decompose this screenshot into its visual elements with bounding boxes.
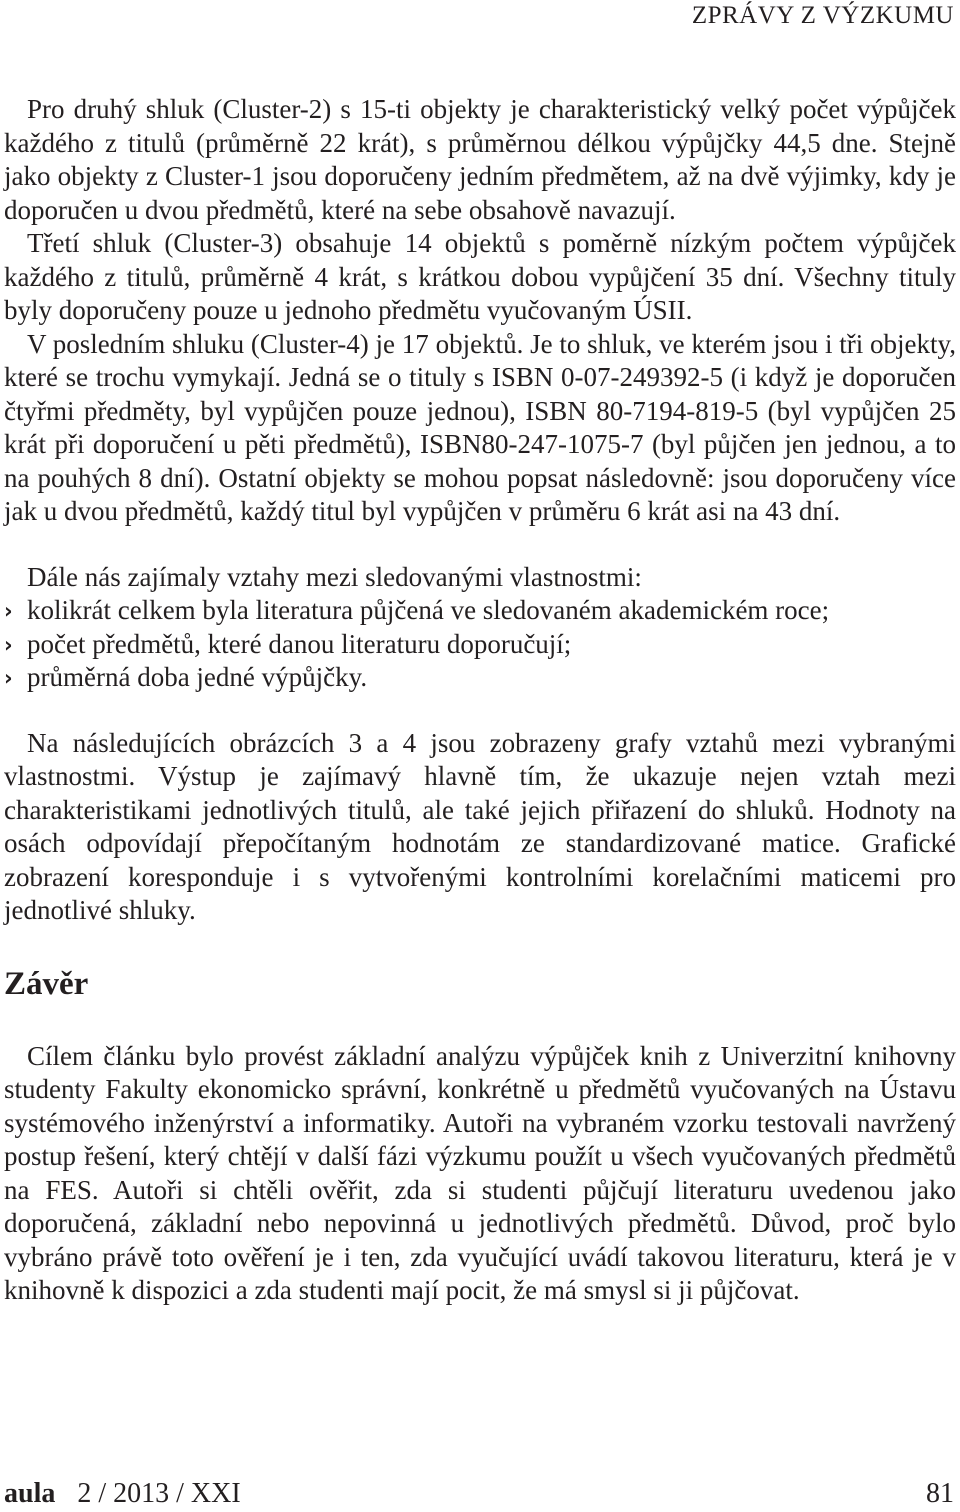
list-item-text: kolikrát celkem byla literatura půjčená ve sledovaném akademickém roce; <box>27 595 830 625</box>
paragraph-cluster-4: V posledním shluku (Cluster-4) je 17 objektů. Je to shluk, ve kterém jsou i tři objekty, které se trochu vymykají. Jedná se o tituly s ISBN 0-07-249392-5 (i když je doporučen čtyřmi předměty, byl vypůjčen pouze jednou), ISBN 80-7194-819-5 (byl vypůjčen 25 krát při doporučení u pěti předmětů), ISBN80-247-1075-7 (byl půjčen jen jednou, a to na pouhých 8 dní). Ostatní objekty se mohou popsat následovně: jsou doporučeny více jak u dvou předmětů, každý titul byl vypůjčen v průměru 6 krát asi na 43 dní. <box>4 328 956 526</box>
list-item-text: počet předmětů, které danou literaturu doporučují; <box>27 628 572 659</box>
chevron-right-icon: › <box>4 632 13 657</box>
list-item-text: průměrná doba jedné výpůjčky. <box>27 662 368 692</box>
paragraph-cluster-2: Pro druhý shluk (Cluster-2) s 15-ti objekty je charakteristický velký počet výpůjček každého z titulů (průměrně 22 krát), s průměrnou délkou výpůjčky 44,5 dne. Stejně jako objekty z Cluster-1 jsou doporučeny jedním předmětem, až na dvě výjimky, kdy je doporučen u dvou předmětů, které na sebe obsahově navazují. <box>4 94 956 225</box>
paragraph-figures: Na následujících obrázcích 3 a 4 jsou zobrazeny grafy vztahů mezi vybranými vlastnostmi. Výstup je zajímavý hlavně tím, že ukazuje nejen vztah mezi charakteristikami jednotlivých titulů, ale také jejich přiřazení do shluků. Hodnoty na osách odpovídají přepočítaným hodnotám ze standardizované matice. Grafické zobrazení koresponduje i s vytvořenými kontrolními korelačními maticemi pro jednotlivé shluky. <box>4 727 956 925</box>
paragraph-cluster-3: Třetí shluk (Cluster-3) obsahuje 14 objektů s poměrně nízkým počtem výpůjček každého z titulů, průměrně 4 krát, s krátkou dobou vypůjčení 35 dní. Všechny tituly byly doporučeny pouze u jednoho předmětu vyučovaným ÚSII. <box>4 228 956 325</box>
page-number: 81 <box>926 1478 954 1509</box>
chevron-right-icon: › <box>4 599 13 623</box>
list-item <box>4 661 956 695</box>
issue-label: 2 / 2013 / XXI <box>77 1478 241 1509</box>
list-item <box>4 594 956 628</box>
section-heading-conclusion: Závěr <box>4 965 89 1002</box>
properties-list <box>4 594 956 695</box>
journal-info <box>4 1478 241 1510</box>
paragraph-gap <box>4 529 956 561</box>
journal-name: aula <box>4 1478 56 1509</box>
running-head: ZPRÁVY Z VÝZKUMU <box>691 2 954 29</box>
article-body <box>4 93 956 1308</box>
paragraph-relations-intro: Dále nás zajímaly vztahy mezi sledovanými vlastnostmi: <box>27 561 642 592</box>
paragraph-gap <box>4 695 956 727</box>
chevron-right-icon: › <box>4 666 13 690</box>
list-item <box>4 628 956 662</box>
page-footer <box>4 1478 954 1512</box>
paragraph-conclusion: Cílem článku bylo provést základní analýzu výpůjček knih z Univerzitní knihovny studenty Fakulty ekonomicko správní, konkrétně u předmětů vyučovaných na Ústavu systémového inženýrství a informatiky. Autoři na vybraném vzorku testovali navržený postup řešení, který chtějí v další fázi výzkumu použít u všech vyučovaných předmětů na FES. Autoři si chtěli ověřit, zda si studenti půjčují literaturu uvedenou jako doporučená, základní nebo nepovinná u jednotlivých předmětů. Důvod, proč bylo vybráno právě toto ověření je i ten, zda vyučující uvádí takovou literaturu, která je v knihovně k dispozici a zda studenti mají pocit, že má smysl si ji půjčovat. <box>4 1040 956 1305</box>
